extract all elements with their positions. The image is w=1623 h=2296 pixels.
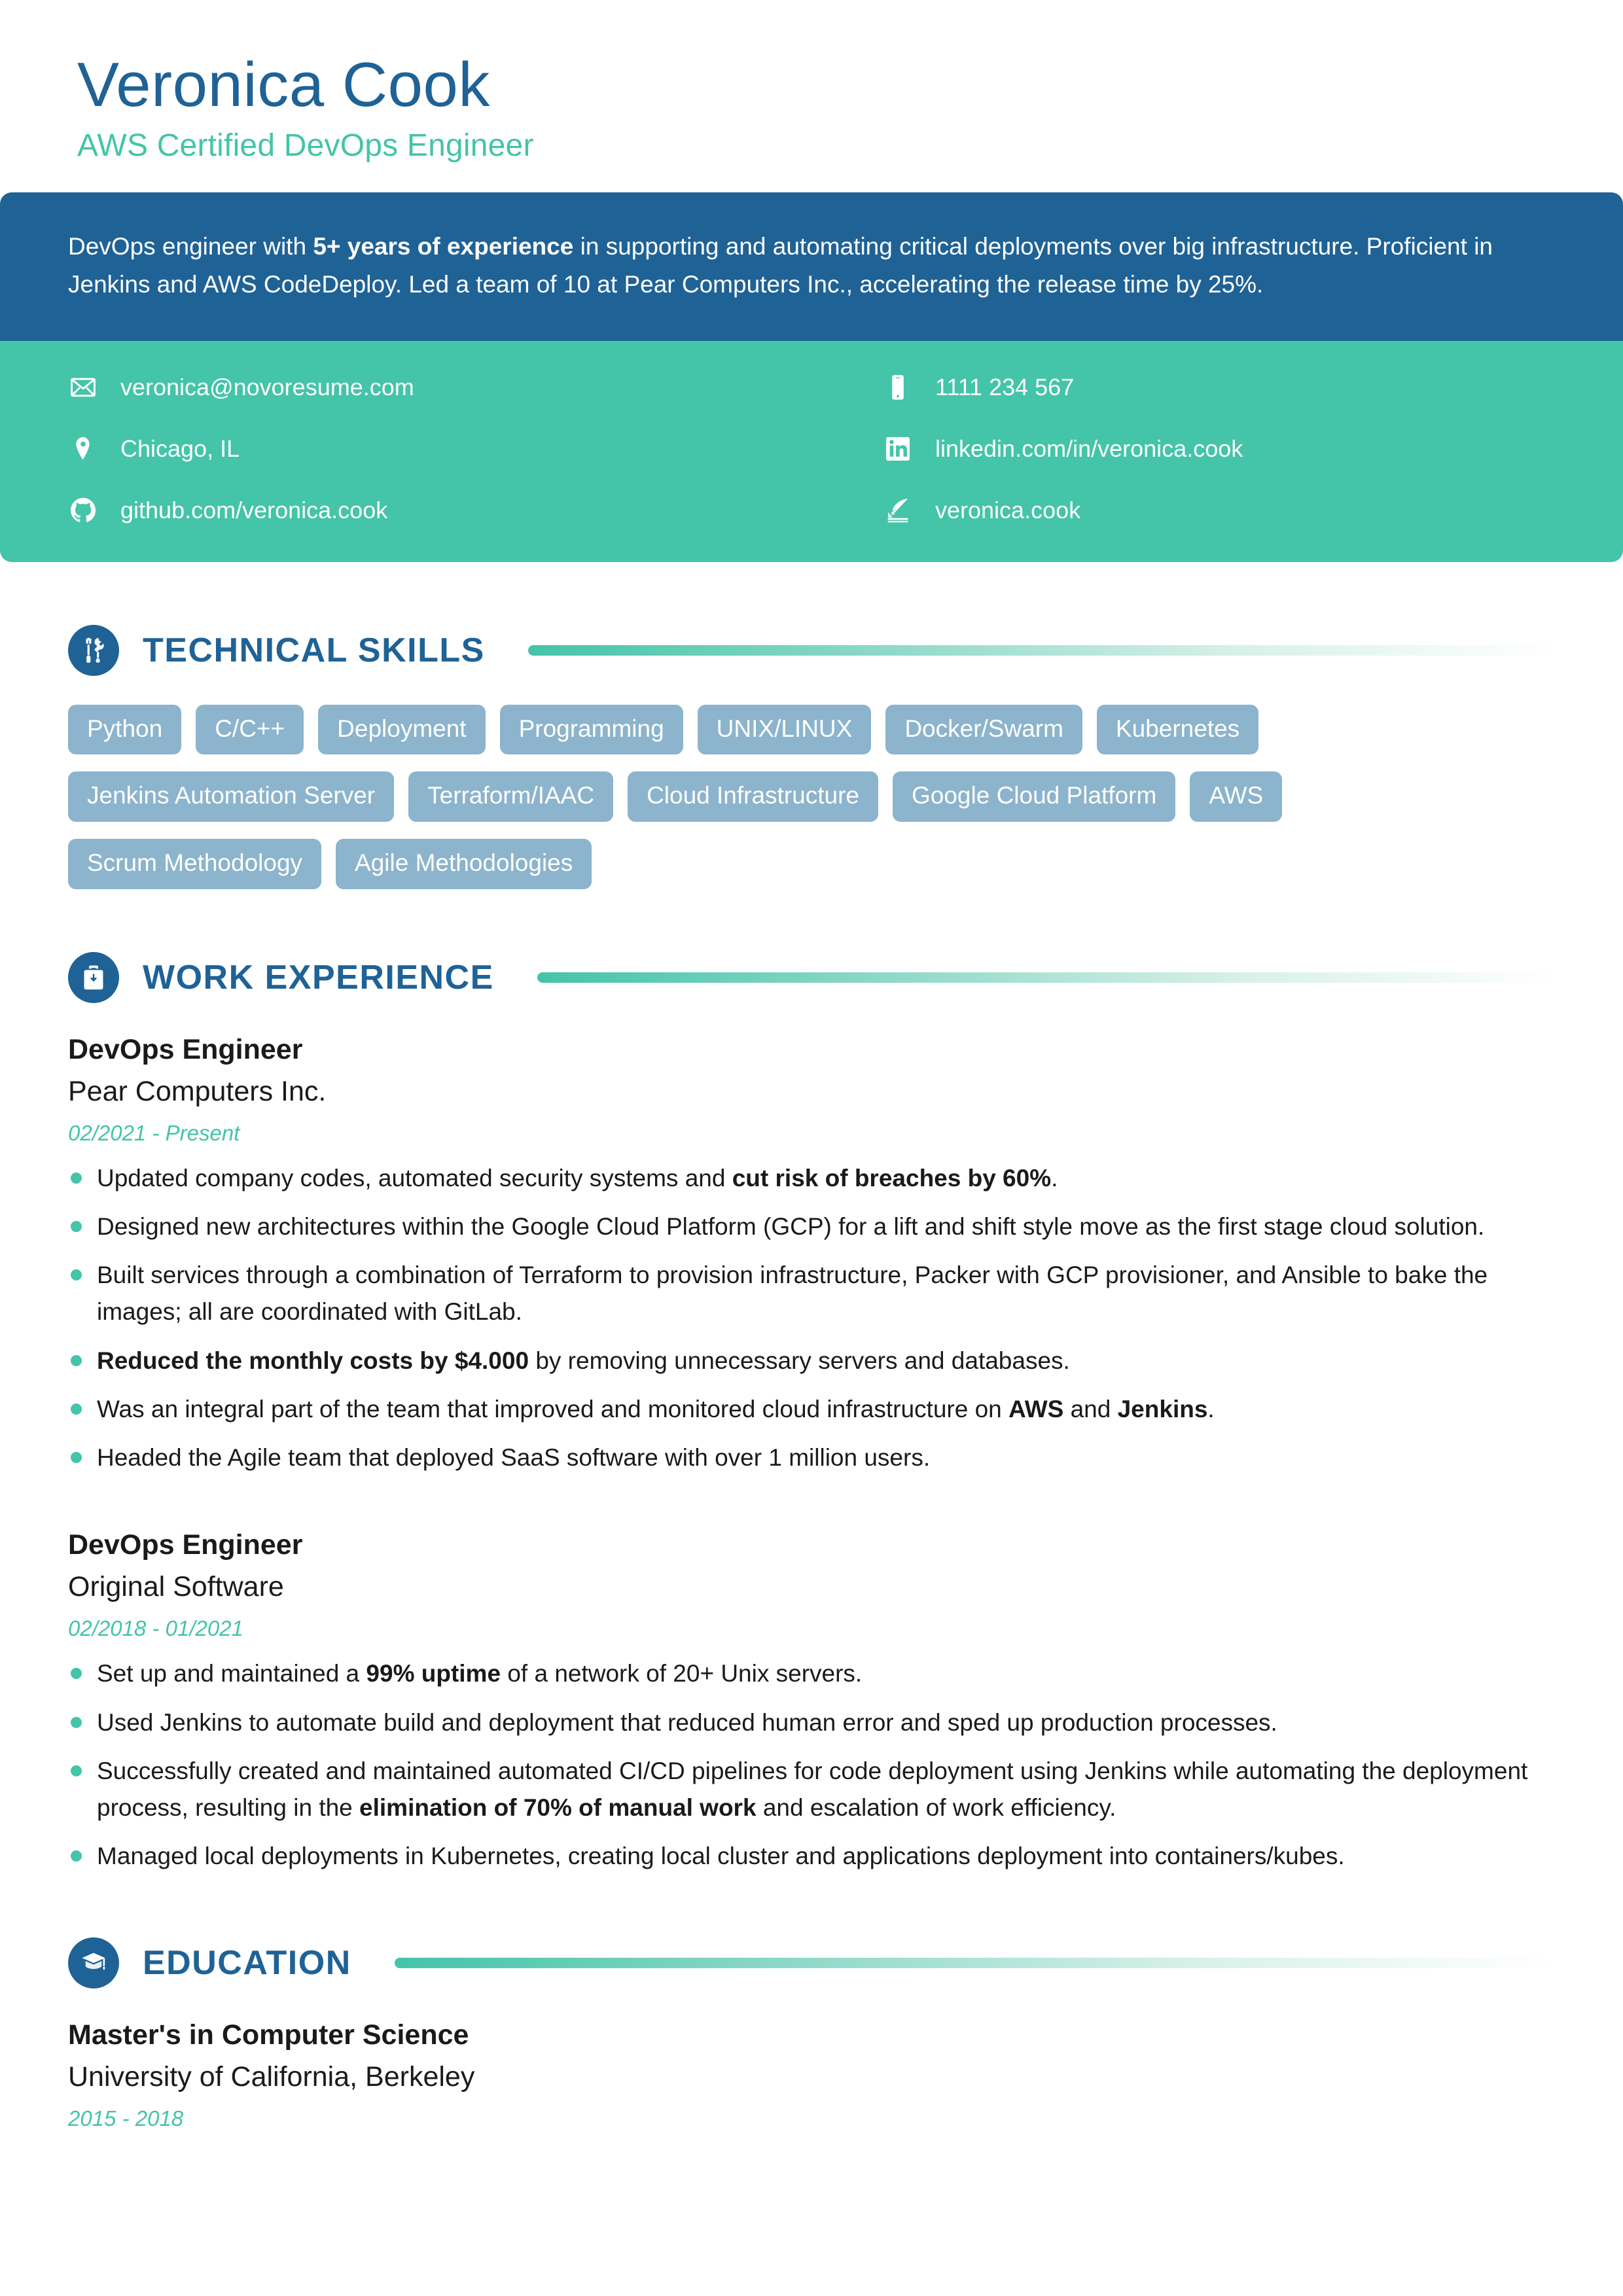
section-technical-skills bbox=[0, 625, 1623, 889]
experience-bullet: Reduced the monthly costs by $4.000 by removing unnecessary servers and databases. bbox=[68, 1343, 1554, 1379]
contact-row[interactable] bbox=[68, 370, 817, 405]
skill-tag[interactable]: Cloud Infrastructure bbox=[628, 771, 878, 822]
experience-bullet: Designed new architectures within the Google Cloud Platform (GCP) for a lift and shift style move as the first stage cloud solution. bbox=[68, 1209, 1554, 1245]
experience-bullet: Headed the Agile team that deployed SaaS software with over 1 million users. bbox=[68, 1439, 1554, 1476]
resume-header bbox=[0, 0, 1623, 164]
contact-column-right bbox=[817, 370, 1567, 528]
experience-bullet: Was an integral part of the team that improved and monitored cloud infrastructure on AWS and Jenkins. bbox=[68, 1391, 1554, 1428]
contact-row[interactable] bbox=[883, 370, 1567, 405]
phone-icon bbox=[883, 372, 913, 402]
skill-tag[interactable]: UNIX/LINUX bbox=[698, 705, 872, 755]
contact-row[interactable] bbox=[883, 493, 1567, 528]
experience-dates: 02/2021 - Present bbox=[68, 1120, 240, 1145]
experience-bullet-list bbox=[68, 1160, 1555, 1477]
skill-tag[interactable]: Python bbox=[68, 705, 181, 755]
job-title: AWS Certified DevOps Engineer bbox=[77, 128, 534, 163]
contact-value: veronica@novoresume.com bbox=[120, 374, 414, 401]
section-work-experience bbox=[0, 952, 1623, 1875]
experience-entry bbox=[68, 1032, 1555, 1477]
experience-company: Original Software bbox=[68, 1571, 284, 1603]
experience-bullet: Successfully created and maintained automated CI/CD pipelines for code deployment using Jenkins while automating the deployment process, resulting in the elimination of 70% of manual work and escalation of work efficiency. bbox=[68, 1753, 1554, 1826]
experience-bullet: Used Jenkins to automate build and deployment that reduced human error and sped up production processes. bbox=[68, 1704, 1554, 1741]
skill-tag[interactable]: Kubernetes bbox=[1097, 705, 1258, 755]
contact-row[interactable] bbox=[68, 431, 817, 467]
graduation-cap-icon bbox=[68, 1937, 119, 1988]
education-dates: 2015 - 2018 bbox=[68, 2106, 184, 2131]
education-entry bbox=[68, 2017, 1555, 2131]
experience-bullet-list bbox=[68, 1655, 1555, 1875]
section-title-experience: WORK EXPERIENCE bbox=[143, 958, 494, 997]
contact-value: github.com/veronica.cook bbox=[120, 497, 388, 524]
page-bottom-spacer bbox=[0, 2146, 1623, 2237]
email-icon bbox=[68, 372, 98, 402]
section-title-skills: TECHNICAL SKILLS bbox=[143, 631, 485, 669]
experience-bullet: Built services through a combination of Terraform to provision infrastructure, Packer with GCP provisioner, and Ansible to bake the images; all are coordinated with GitLab. bbox=[68, 1257, 1554, 1330]
contact-value: 1111 234 567 bbox=[935, 374, 1075, 401]
experience-entry bbox=[68, 1527, 1555, 1875]
skill-tag[interactable]: Agile Methodologies bbox=[336, 839, 592, 889]
skill-tag[interactable]: Terraform/IAAC bbox=[408, 771, 613, 822]
skill-tag[interactable]: Jenkins Automation Server bbox=[68, 771, 394, 822]
summary-band bbox=[0, 192, 1623, 341]
skill-tag[interactable]: Docker/Swarm bbox=[885, 705, 1082, 755]
contact-value: linkedin.com/in/veronica.cook bbox=[935, 435, 1243, 463]
section-divider-line bbox=[537, 972, 1555, 983]
experience-bullet: Updated company codes, automated security systems and cut risk of breaches by 60%. bbox=[68, 1160, 1554, 1197]
contact-value: Chicago, IL bbox=[120, 435, 240, 463]
experience-role: DevOps Engineer bbox=[68, 1033, 303, 1065]
education-degree: Master's in Computer Science bbox=[68, 2019, 469, 2051]
github-icon bbox=[68, 495, 98, 525]
experience-bullet: Managed local deployments in Kubernetes, creating local cluster and applications deployment into containers/kubes. bbox=[68, 1838, 1554, 1875]
linkedin-icon bbox=[883, 434, 913, 464]
contact-band bbox=[0, 341, 1623, 562]
section-education bbox=[0, 1937, 1623, 2131]
page-title: Veronica Cook bbox=[77, 50, 490, 120]
location-pin-icon bbox=[68, 434, 98, 464]
contact-column-left bbox=[68, 370, 817, 528]
contact-row[interactable] bbox=[883, 431, 1567, 467]
experience-dates: 02/2018 - 01/2021 bbox=[68, 1616, 243, 1641]
quill-icon bbox=[883, 495, 913, 525]
skill-tag[interactable]: Google Cloud Platform bbox=[893, 771, 1175, 822]
skills-tag-list bbox=[68, 705, 1455, 889]
summary-text: DevOps engineer with 5+ years of experience in supporting and automating critical deployments over big infrastructure. Proficient in Jenkins and AWS CodeDeploy. Led a team of 10 at Pear Computers Inc., accelerating the release time by 25%. bbox=[68, 232, 1493, 298]
experience-entry-list bbox=[68, 1032, 1555, 1875]
briefcase-icon bbox=[68, 952, 119, 1003]
experience-company: Pear Computers Inc. bbox=[68, 1075, 327, 1107]
section-header-experience bbox=[68, 952, 1555, 1003]
section-header-education bbox=[68, 1937, 1555, 1988]
skill-tag[interactable]: AWS bbox=[1190, 771, 1282, 822]
contact-value: veronica.cook bbox=[935, 497, 1081, 524]
section-divider-line bbox=[528, 645, 1555, 656]
skill-tag[interactable]: C/C++ bbox=[196, 705, 304, 755]
education-school: University of California, Berkeley bbox=[68, 2061, 475, 2093]
education-entry-list bbox=[68, 2017, 1555, 2131]
section-title-education: EDUCATION bbox=[143, 1944, 351, 1983]
skill-tag[interactable]: Scrum Methodology bbox=[68, 839, 321, 889]
skill-tag[interactable]: Deployment bbox=[318, 705, 485, 755]
section-header-skills bbox=[68, 625, 1555, 676]
tools-icon bbox=[68, 625, 119, 676]
experience-role: DevOps Engineer bbox=[68, 1529, 303, 1561]
experience-bullet: Set up and maintained a 99% uptime of a network of 20+ Unix servers. bbox=[68, 1655, 1554, 1692]
contact-row[interactable] bbox=[68, 493, 817, 528]
section-divider-line bbox=[395, 1958, 1555, 1968]
skill-tag[interactable]: Programming bbox=[500, 705, 683, 755]
